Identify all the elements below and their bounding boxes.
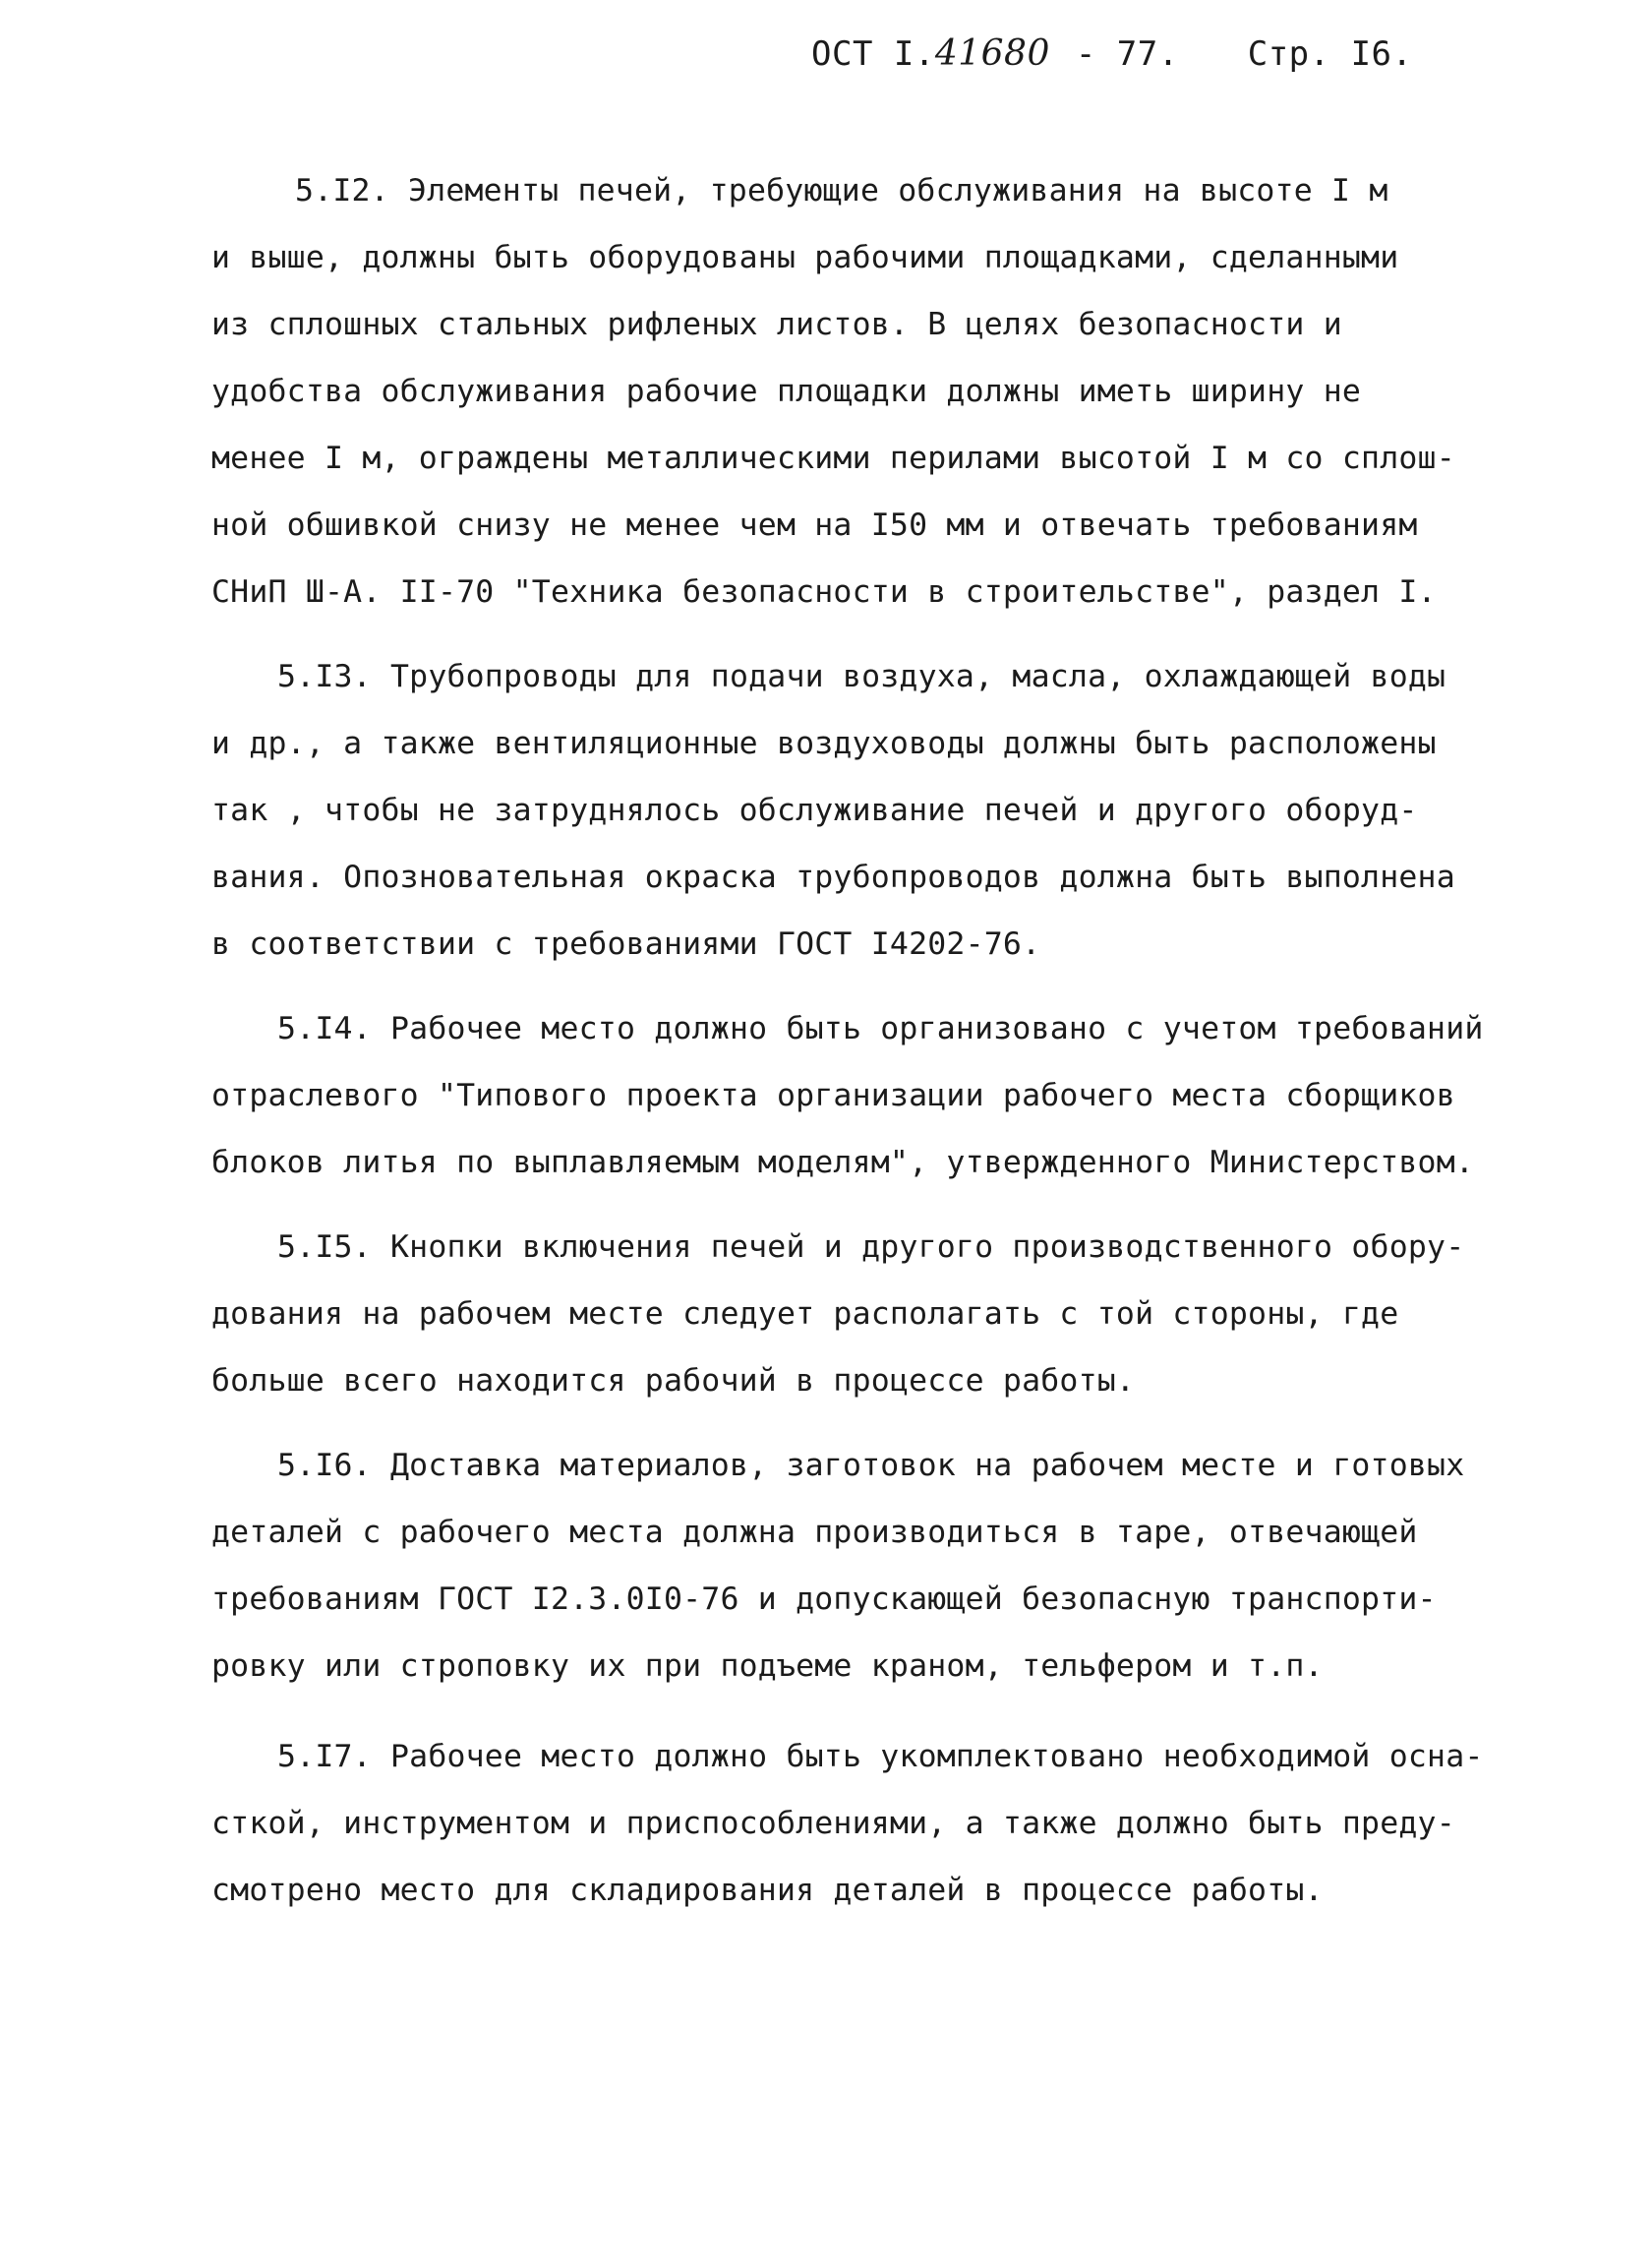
standard-prefix: ОСТ I. [811, 34, 935, 74]
text-line: СНиП Ш-А. II-70 "Техника безопасности в строительстве", раздел I. [211, 574, 1437, 610]
text-line: из сплошных стальных рифленых листов. В целях безопасности и [211, 307, 1342, 342]
standard-year: - 77. [1075, 34, 1179, 74]
text-line: в соответствии с требованиями ГОСТ I4202-76. [211, 926, 1041, 962]
text-line: больше всего находится рабочий в процессе работы. [211, 1363, 1136, 1399]
handwritten-standard-number: 41680 [934, 33, 1050, 74]
text-line: смотрено место для складирования деталей в процессе работы. [211, 1873, 1324, 1908]
text-line: 5.I3. Трубопроводы для подачи воздуха, масла, охлаждающей воды [277, 659, 1446, 694]
text-line: сткой, инструментом и приспособлениями, а также должно быть преду- [211, 1806, 1455, 1841]
text-line: блоков литья по выплавляемым моделям", утвержденного Министерством. [211, 1145, 1475, 1180]
page-header [811, 33, 1412, 74]
text-line: 5.I6. Доставка материалов, заготовок на рабочем месте и готовых [277, 1448, 1465, 1483]
text-line: менее I м, ограждены металлическими перилами высотой I м со сплош- [211, 441, 1455, 476]
text-line: требованиям ГОСТ I2.3.0I0-76 и допускающей безопасную транспорти- [211, 1581, 1437, 1617]
text-line: ровку или строповку их при подъеме краном, тельфером и т.п. [211, 1648, 1324, 1684]
text-line: 5.I5. Кнопки включения печей и другого производственного обору- [277, 1229, 1465, 1265]
text-line: вания. Опозновательная окраска трубопроводов должна быть выполнена [211, 860, 1455, 895]
text-line: 5.I2. Элементы печей, требующие обслуживания на высоте I м [295, 173, 1388, 209]
text-line: так , чтобы не затруднялось обслуживание печей и другого оборуд- [211, 793, 1418, 828]
text-line: дования на рабочем месте следует располагать с той стороны, где [211, 1296, 1399, 1332]
text-line: удобства обслуживания рабочие площадки должны иметь ширину не [211, 374, 1362, 409]
text-line: и др., а также вентиляционные воздуховоды должны быть расположены [211, 726, 1437, 761]
text-line: 5.I7. Рабочее место должно быть укомплектовано необходимой осна- [277, 1739, 1484, 1774]
text-line: ной обшивкой снизу не менее чем на I50 мм и отвечать требованиям [211, 507, 1418, 543]
page-number: Стр. I6. [1247, 34, 1413, 74]
text-line: и выше, должны быть оборудованы рабочими площадками, сделанными [211, 240, 1399, 275]
text-line: деталей с рабочего места должна производиться в таре, отвечающей [211, 1515, 1418, 1550]
text-line: отраслевого "Типового проекта организации рабочего места сборщиков [211, 1078, 1455, 1113]
text-line: 5.I4. Рабочее место должно быть организовано с учетом требований [277, 1011, 1484, 1046]
